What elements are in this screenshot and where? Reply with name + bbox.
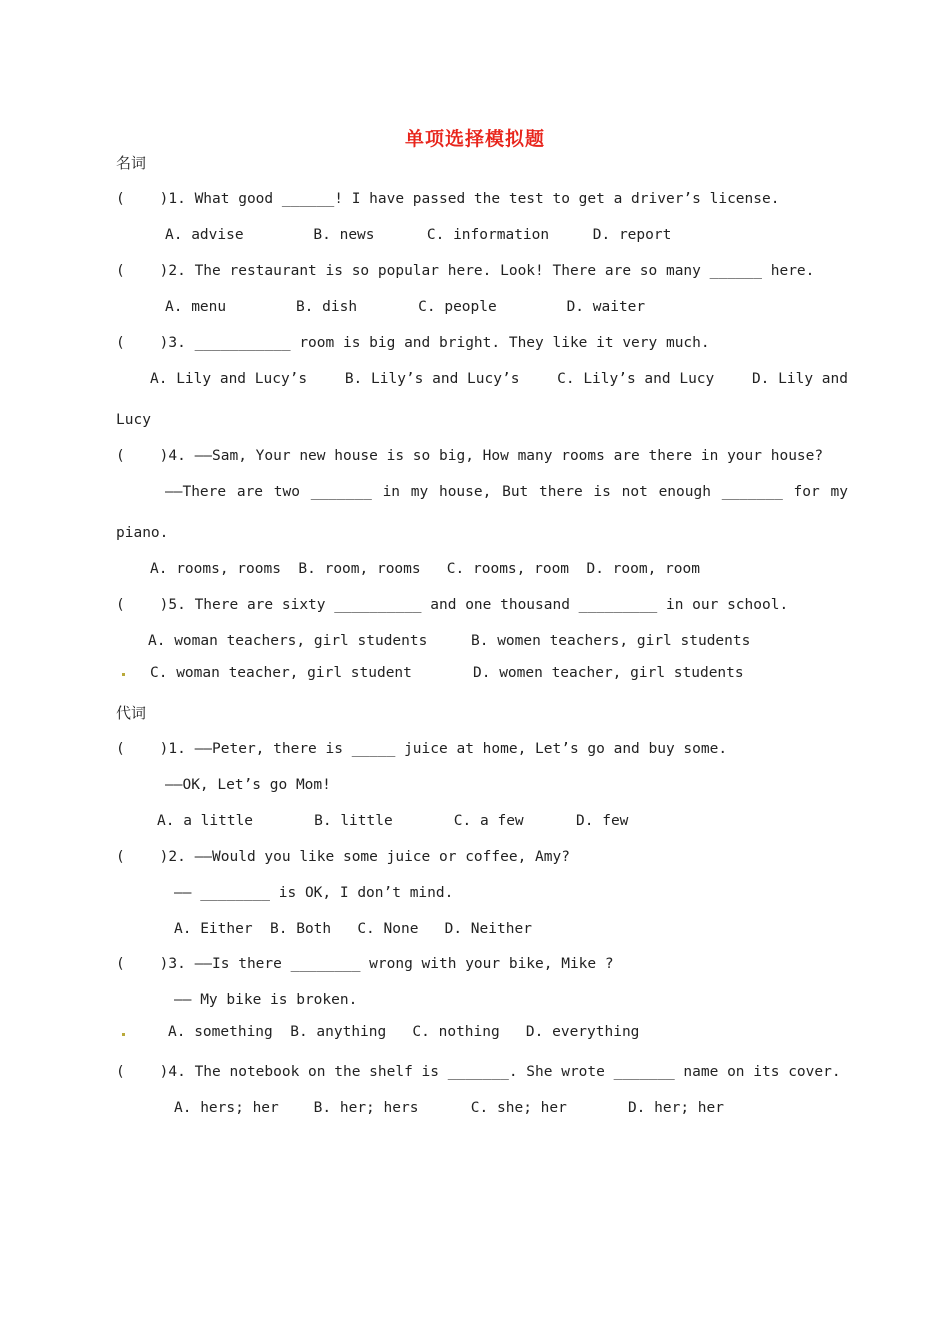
reply-word: _______ xyxy=(310,484,372,500)
question-options: C. woman teacher, girl student D. women teacher, girl students xyxy=(150,665,744,681)
section-heading-nouns: 名词 xyxy=(116,154,147,172)
stray-mark xyxy=(122,1033,125,1036)
reply-word: there xyxy=(539,484,583,500)
reply-word: two xyxy=(273,484,300,500)
question-options: A. hers; her B. her; hers C. she; her D. her; her xyxy=(174,1100,724,1116)
question-reply xyxy=(165,483,848,501)
question-stem: ( )2. The restaurant is so popular here. Look! There are so many ______ here. xyxy=(116,263,815,279)
reply-word: in xyxy=(382,484,401,500)
question-options xyxy=(150,370,848,388)
question-options: A. rooms, rooms B. room, rooms C. rooms, room D. room, room xyxy=(150,561,700,577)
reply-word: my xyxy=(830,484,848,500)
reply-word: are xyxy=(236,484,264,500)
question-stem: ( )1. What good ______! I have passed the test to get a driver’s license. xyxy=(116,191,780,207)
question-reply: —— ________ is OK, I don’t mind. xyxy=(174,885,454,901)
question-stem: ( )4. ——Sam, Your new house is so big, How many rooms are there in your house? xyxy=(116,448,824,464)
reply-word: ——There xyxy=(165,484,227,500)
reply-word: for xyxy=(793,484,820,500)
reply-word: _______ xyxy=(721,484,783,500)
reply-word: not xyxy=(621,484,648,500)
question-options: A. woman teachers, girl students B. women teachers, girl students xyxy=(148,633,751,649)
reply-word: enough xyxy=(658,484,711,500)
reply-word: But xyxy=(502,484,529,500)
reply-word: is xyxy=(593,484,611,500)
option-b: B. Lily’s and Lucy’s xyxy=(344,371,520,387)
question-stem: ( )4. The notebook on the shelf is _______. She wrote _______ name on its cover. xyxy=(116,1064,841,1080)
question-options: A. a little B. little C. a few D. few xyxy=(157,813,629,829)
reply-word: house, xyxy=(438,484,492,500)
question-options: A. menu B. dish C. people D. waiter xyxy=(165,299,646,315)
question-stem: ( )1. ——Peter, there is _____ juice at home, Let’s go and buy some. xyxy=(116,741,728,757)
document-title: 单项选择模拟题 xyxy=(404,128,545,150)
question-stem: ( )3. ——Is there ________ wrong with your bike, Mike ? xyxy=(116,956,614,972)
question-stem: ( )2. ——Would you like some juice or coffee, Amy? xyxy=(116,849,570,865)
reply-word: my xyxy=(410,484,429,500)
question-options-continued: Lucy xyxy=(116,412,151,428)
section-heading-pronouns: 代词 xyxy=(116,704,147,722)
question-reply: ——OK, Let’s go Mom! xyxy=(165,777,331,793)
stray-mark xyxy=(122,673,125,676)
question-reply: —— My bike is broken. xyxy=(174,992,358,1008)
question-options: A. Either B. Both C. None D. Neither xyxy=(174,921,532,937)
question-stem: ( )5. There are sixty __________ and one thousand _________ in our school. xyxy=(116,597,789,613)
option-c: C. Lily’s and Lucy xyxy=(557,371,715,387)
option-a: A. Lily and Lucy’s xyxy=(150,371,308,387)
question-options: A. advise B. news C. information D. report xyxy=(165,227,672,243)
question-reply-continued: piano. xyxy=(116,525,169,541)
question-stem: ( )3. ___________ room is big and bright. They like it very much. xyxy=(116,335,710,351)
option-d: D. Lily and xyxy=(751,371,848,387)
question-options: A. something B. anything C. nothing D. everything xyxy=(168,1024,640,1040)
